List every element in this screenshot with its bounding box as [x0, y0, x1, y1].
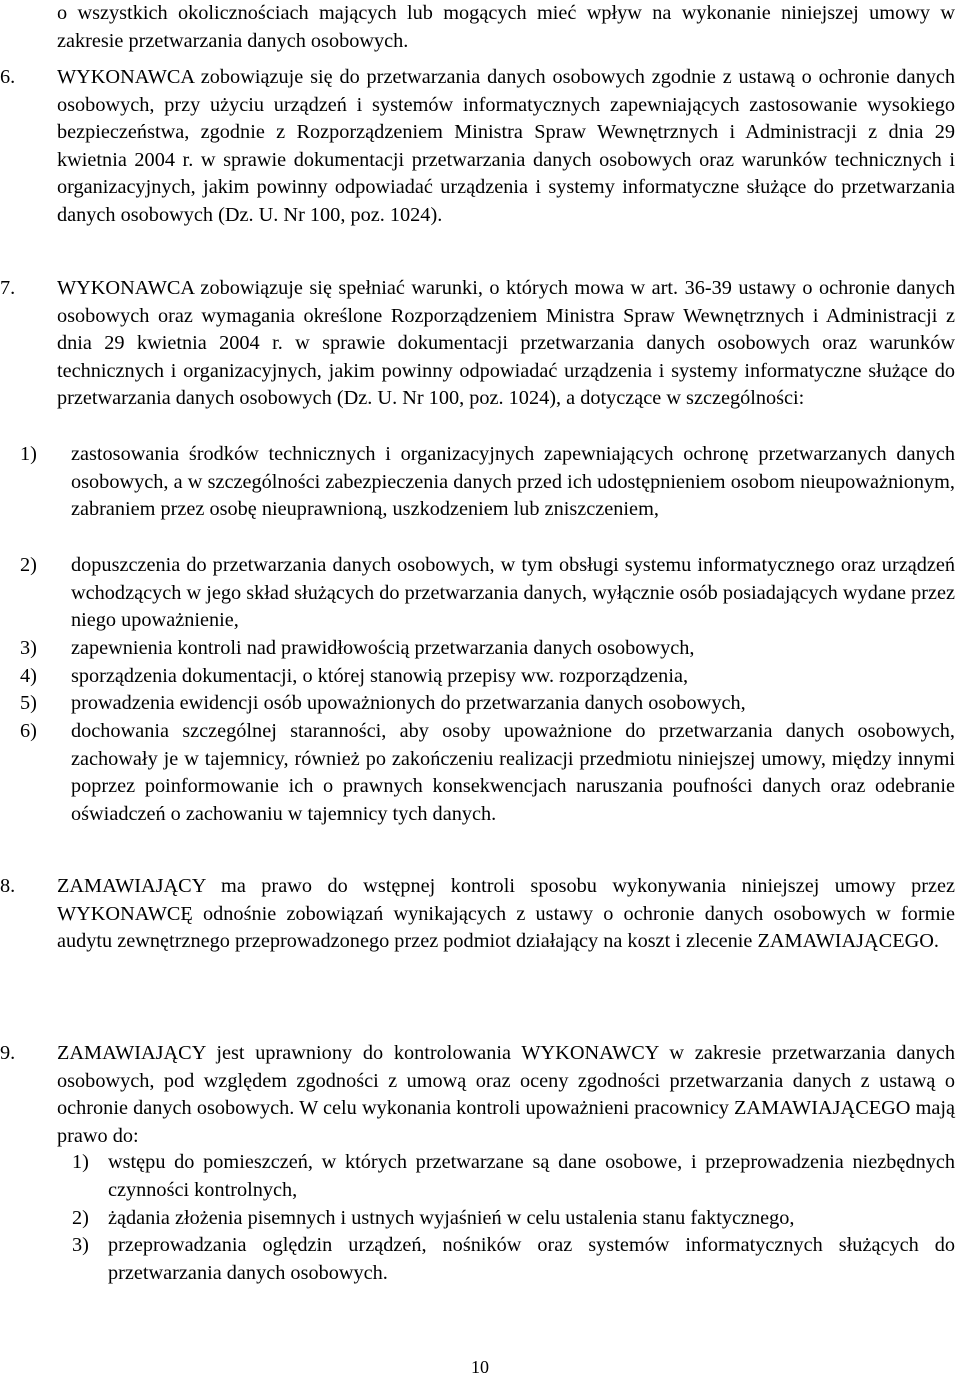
section-number: 6.	[0, 66, 16, 88]
section-text: ZAMAWIAJĄCY ma prawo do wstępnej kontroli sposobu wykonywania niniejszej umowy przez WYKONAWCĘ odnośnie zobowiązań wynikających z ustawy o ochronie danych osobowych w formie audytu zewnętrznego przeprowadzonego przez podmiot działający na koszt i zlecenie ZAMAWIAJĄCEGO.	[57, 875, 955, 952]
section-text: WYKONAWCA zobowiązuje się do przetwarzania danych osobowych zgodnie z ustawą o ochronie danych osobowych, przy użyciu urządzeń i systemów informatycznych zapewniających zastosowanie wysokiego bezpieczeństwa, zgodnie z Rozporządzeniem Ministra Spraw Wewnętrznych i Administracji z dnia 29 kwietnia 2004 r. w sprawie dokumentacji przetwarzania danych osobowych oraz warunków technicznych i organizacyjnych, jakim powinny odpowiadać urządzenia i systemy informatyczne służące do przetwarzania danych osobowych (Dz. U. Nr 100, poz. 1024).	[57, 66, 955, 226]
list-item-number: 3)	[20, 637, 37, 659]
list-item-number: 1)	[20, 443, 37, 465]
section-number: 7.	[0, 277, 16, 299]
list-item-number: 4)	[20, 665, 37, 687]
list-item-text: zapewnienia kontroli nad prawidłowością przetwarzania danych osobowych,	[71, 637, 695, 659]
list-item-number: 2)	[20, 554, 37, 576]
list-item-text: przeprowadzania oględzin urządzeń, nośników oraz systemów informatycznych służących do przetwarzania danych osobowych.	[108, 1234, 955, 1284]
list-item-number: 2)	[72, 1207, 89, 1229]
page-number: 10	[471, 1357, 489, 1377]
list-item-number: 1)	[72, 1151, 89, 1173]
list-item-number: 3)	[72, 1234, 89, 1256]
section-number: 9.	[0, 1042, 16, 1064]
list-item-text: dochowania szczególnej staranności, aby osoby upoważnione do przetwarzania danych osobowych, zachowały je w tajemnicy, również po zakończeniu realizacji przedmiotu niniejszej umowy, między innymi poprzez poinformowanie ich o prawnych konsekwencjach naruszania poufności danych oraz odebranie oświadczeń o zachowaniu w tajemnicy tych danych.	[71, 720, 955, 825]
list-item-text: sporządzenia dokumentacji, o której stanowią przepisy ww. rozporządzenia,	[71, 665, 689, 687]
list-item-text: żądania złożenia pisemnych i ustnych wyjaśnień w celu ustalenia stanu faktycznego,	[108, 1207, 795, 1229]
section-number: 8.	[0, 875, 16, 897]
list-item-text: wstępu do pomieszczeń, w których przetwarzane są dane osobowe, i przeprowadzenia niezbędnych czynności kontrolnych,	[108, 1151, 955, 1201]
continuation-paragraph: o wszystkich okolicznościach mających lub mogących mieć wpływ na wykonanie niniejszej umowy w zakresie przetwarzania danych osobowych.	[57, 2, 955, 52]
list-item-text: dopuszczenia do przetwarzania danych osobowych, w tym obsługi systemu informatycznego oraz urządzeń wchodzących w jego skład służących do przetwarzania danych, wyłącznie osób posiadających wydane przez niego upoważnienie,	[71, 554, 955, 631]
list-item-number: 6)	[20, 720, 37, 742]
list-item-text: prowadzenia ewidencji osób upoważnionych do przetwarzania danych osobowych,	[71, 692, 746, 714]
list-item-number: 5)	[20, 692, 37, 714]
section-text: ZAMAWIAJĄCY jest uprawniony do kontrolowania WYKONAWCY w zakresie przetwarzania danych osobowych, pod względem zgodności z umową oraz oceny zgodności przetwarzania danych z ustawą o ochronie danych osobowych. W celu wykonania kontroli upoważnieni pracownicy ZAMAWIAJĄCEGO mają prawo do:	[57, 1042, 955, 1147]
list-item-text: zastosowania środków technicznych i organizacyjnych zapewniających ochronę przetwarzanych danych osobowych, a w szczególności zabezpieczenia danych przed ich udostępnieniem osobom nieupoważnionym, zabraniem przez osobę nieuprawnioną, uszkodzeniem lub zniszczeniem,	[71, 443, 955, 520]
section-text: WYKONAWCA zobowiązuje się spełniać warunki, o których mowa w art. 36-39 ustawy o ochronie danych osobowych oraz wymagania określone Rozporządzeniem Ministra Spraw Wewnętrznych i Administracji z dnia 29 kwietnia 2004 r. w sprawie dokumentacji przetwarzania danych osobowych oraz warunków technicznych i organizacyjnych, jakim powinny odpowiadać urządzenia i systemy informatyczne służące do przetwarzania danych osobowych (Dz. U. Nr 100, poz. 1024), a dotyczące w szczególności:	[57, 277, 955, 409]
